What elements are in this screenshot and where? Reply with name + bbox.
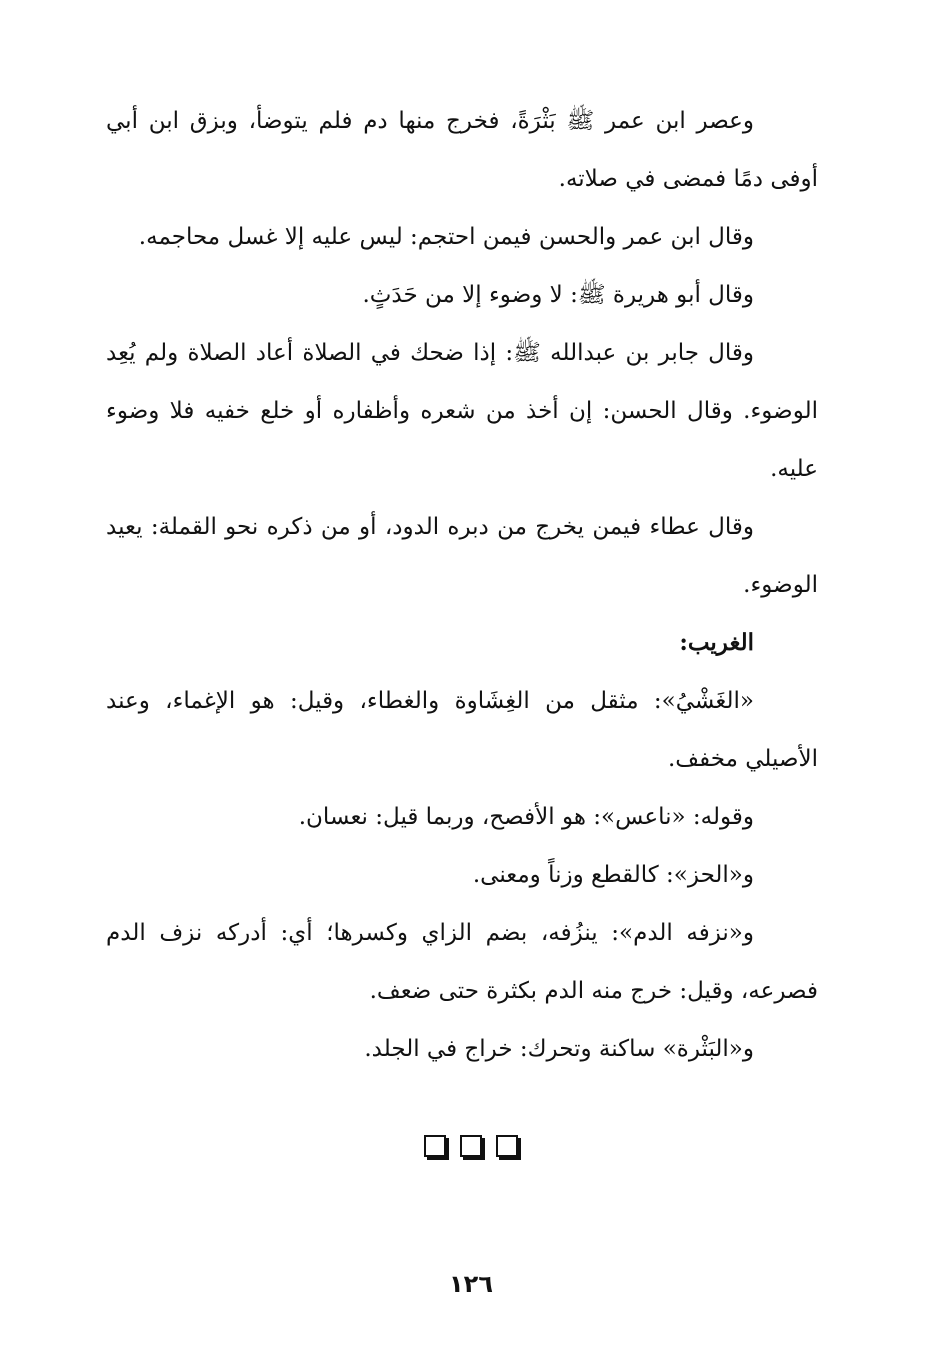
paragraph-ata-worms: وقال عطاء فيمن يخرج من دبره الدود، أو من ذكره نحو القملة: يعيد الوضوء. (106, 514, 818, 598)
gharib-heading: الغريب: (679, 629, 754, 656)
gharib-ghashy: «الغَشْيُ»: مثقل من الغِشَاوة والغطاء، وقيل: هو الإغماء، وعند الأصيلي مخفف. (106, 688, 818, 772)
gharib-hazz: و«الحز»: كالقطع وزناً ومعنى. (472, 862, 754, 888)
square-box-icon (424, 1135, 446, 1157)
paragraph-jabir-laughing: وقال جابر بن عبدالله ﷺ: إذا ضحك في الصلاة أعاد الصلاة ولم يُعِد الوضوء. وقال الحسن: إن أخذ من شعره وأظفاره أو خلع خفيه فلا وضوء عليه. (106, 340, 818, 482)
paragraph-cupping: وقال ابن عمر والحسن فيمن احتجم: ليس عليه إلا غسل محاجمه. (138, 224, 754, 250)
square-box-icon (460, 1135, 482, 1157)
paragraph-ibn-umar-pimple: وعصر ابن عمر ﷺ بَثْرَةً، فخرج منها دم فلم يتوضأ، وبزق ابن أبي أوفى دمًا فمضى في صلاته. (106, 108, 818, 192)
gharib-bathra: و«البَثْرة» ساكنة وتحرك: خراج في الجلد. (364, 1036, 754, 1062)
gharib-nazafahu: و«نزفه الدم»: ينزُفه، بضم الزاي وكسرها؛ أي: أدركه نزف الدم فصرعه، وقيل: خرج منه الدم بكثرة حتى ضعف. (106, 920, 818, 1004)
section-end-ornament-icon (0, 1135, 942, 1157)
page-number: ١٢٦ (449, 1270, 493, 1298)
paragraph-abu-hurayra: وقال أبو هريرة ﷺ: لا وضوء إلا من حَدَثٍ. (362, 282, 754, 308)
gharib-naais: وقوله: «ناعس»: هو الأفصح، وربما قيل: نعسان. (298, 804, 754, 830)
page-body (106, 92, 818, 1078)
square-box-icon (496, 1135, 518, 1157)
